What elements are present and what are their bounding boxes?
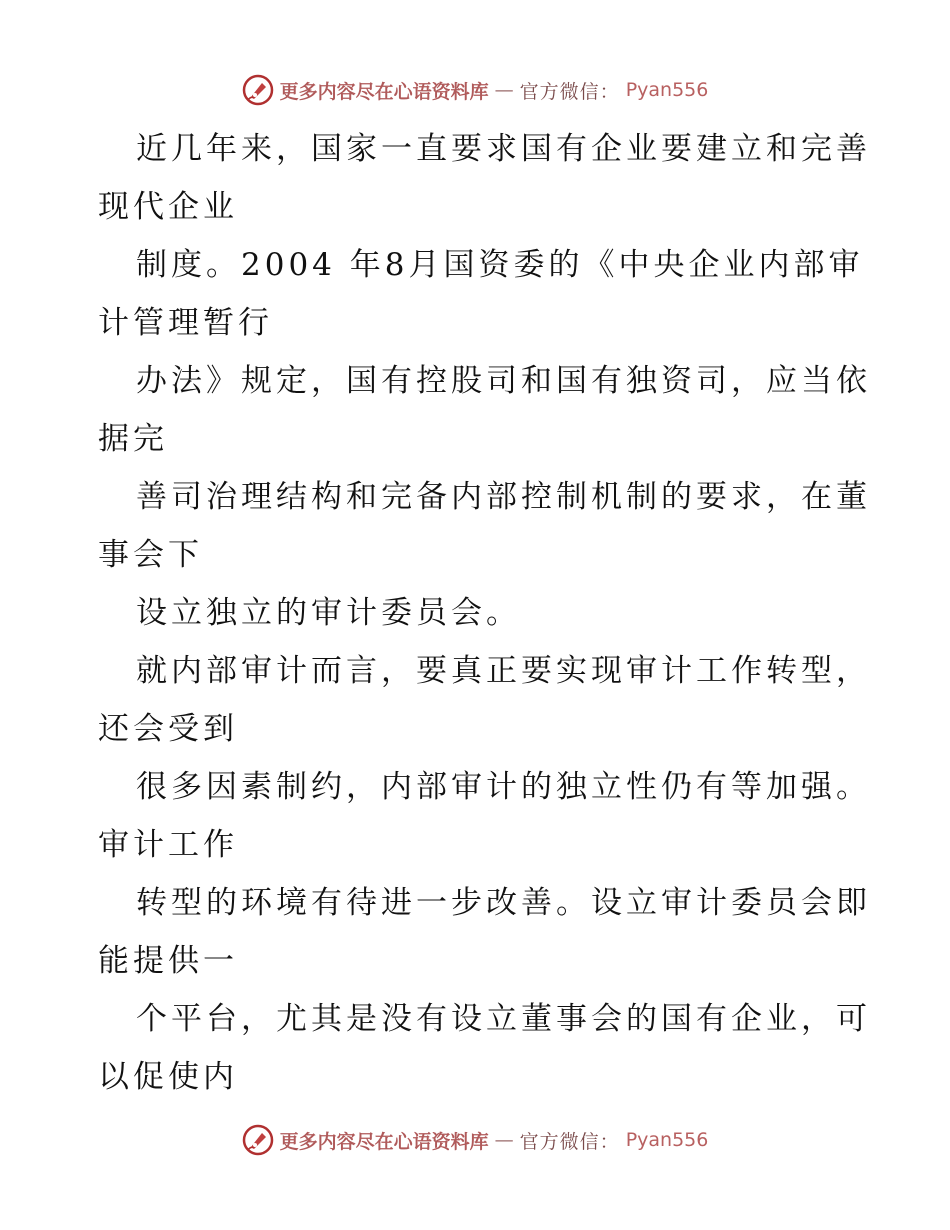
text-line: 还会受到: [98, 711, 238, 747]
banner-title: 更多内容尽在心语资料库: [279, 80, 489, 103]
text-line: 个平台，尤其是没有设立董事会的国有企业，可: [136, 1001, 871, 1037]
text-line: 很多因素制约，内部审计的独立性仍有等加强。: [136, 769, 871, 805]
text-line: 事会下: [98, 537, 203, 573]
banner-wechat-label: 官方微信：: [519, 80, 620, 103]
text-line: 就内部审计而言，要真正要实现审计工作转型，: [136, 653, 871, 689]
text-line: 近几年来，国家一直要求国有企业要建立和完善: [136, 131, 871, 167]
banner-dash: —: [494, 79, 514, 101]
text-line: 设立独立的审计委员会。: [136, 595, 521, 631]
text-line: 现代企业: [98, 189, 238, 225]
text-line: 能提供一: [98, 943, 238, 979]
pen-nib-logo-icon: [242, 74, 274, 106]
text-line: 据完: [98, 421, 168, 457]
text-line: 转型的环境有待进一步改善。设立审计委员会即: [136, 885, 871, 921]
banner-wechat-id: Pyan556: [625, 1129, 709, 1151]
banner-dash: —: [494, 1129, 514, 1151]
text-line: 办法》规定，国有控股司和国有独资司，应当依: [136, 363, 871, 399]
text-line: 以促使内: [98, 1059, 238, 1095]
footer-banner: [0, 1120, 950, 1160]
text-line: 审计工作: [98, 827, 238, 863]
banner-wechat-label: 官方微信：: [519, 1130, 620, 1153]
header-banner: [0, 70, 950, 110]
banner-title: 更多内容尽在心语资料库: [279, 1130, 489, 1153]
text-line: 善司治理结构和完备内部控制机制的要求，在董: [136, 479, 871, 515]
banner-wechat-id: Pyan556: [625, 79, 709, 101]
text-line: 计管理暂行: [98, 305, 273, 341]
text-line: 制度。2004 年8月国资委的《中央企业内部审: [136, 247, 864, 283]
document-body: [98, 120, 871, 1106]
pen-nib-logo-icon: [242, 1124, 274, 1156]
